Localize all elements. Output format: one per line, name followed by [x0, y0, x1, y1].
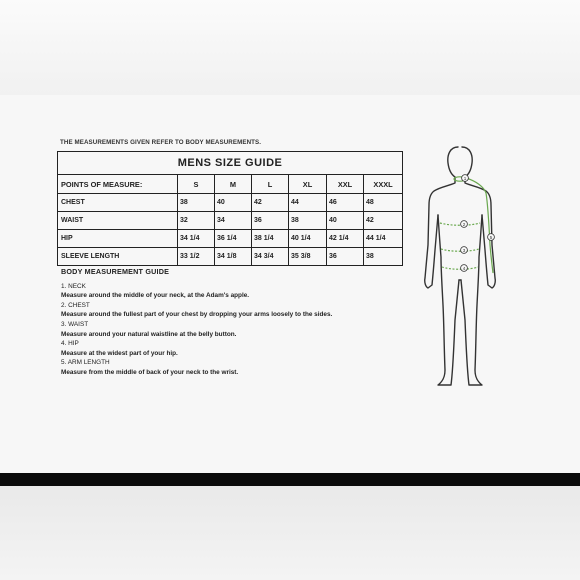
- row-label: CHEST: [58, 194, 178, 212]
- header-label: POINTS OF MEASURE:: [58, 175, 178, 194]
- table-cell: 38: [178, 194, 215, 212]
- table-cell: 34 1/4: [178, 230, 215, 248]
- row-label: HIP: [58, 230, 178, 248]
- marker-label: 4: [462, 266, 466, 271]
- guide-item-heading: 1. NECK: [61, 282, 86, 290]
- guide-item-text: Measure from the middle of back of your neck to the wrist.: [61, 368, 239, 376]
- marker-label: 5: [489, 235, 493, 240]
- guide-item-text: Measure around your natural waistline at the belly button.: [61, 330, 237, 338]
- table-cell: 42 1/4: [327, 230, 364, 248]
- divider-bar: [0, 473, 580, 486]
- top-background: [0, 0, 580, 95]
- table-title-row: [58, 152, 403, 175]
- marker-label: 1: [463, 176, 467, 181]
- table-cell: 38: [289, 212, 327, 230]
- table-cell: 42: [252, 194, 289, 212]
- body-figure-illustration: [420, 145, 510, 395]
- table-cell: 34 3/4: [252, 248, 289, 266]
- table-cell: 34 1/8: [215, 248, 252, 266]
- guide-item-text: Measure around the middle of your neck, at the Adam's apple.: [61, 292, 250, 300]
- table-cell: 38: [364, 248, 403, 266]
- table-row: [58, 230, 403, 248]
- table-cell: 40 1/4: [289, 230, 327, 248]
- table-row: [58, 212, 403, 230]
- size-table: [57, 151, 403, 266]
- guide-item-heading: 5. ARM LENGTH: [61, 359, 110, 367]
- row-label: WAIST: [58, 212, 178, 230]
- table-cell: 36: [327, 248, 364, 266]
- table-cell: 34: [215, 212, 252, 230]
- table-cell: 36: [252, 212, 289, 230]
- table-title: MENS SIZE GUIDE: [58, 152, 403, 175]
- measurement-guide: [61, 267, 351, 378]
- table-cell: 38 1/4: [252, 230, 289, 248]
- size-header: XXL: [327, 175, 364, 194]
- marker-label: 3: [462, 248, 466, 253]
- marker-label: 2: [462, 222, 466, 227]
- size-header: M: [215, 175, 252, 194]
- table-cell: 33 1/2: [178, 248, 215, 266]
- guide-item-heading: 3. WAIST: [61, 320, 89, 328]
- measurement-note: THE MEASUREMENTS GIVEN REFER TO BODY MEASUREMENTS.: [60, 139, 262, 146]
- table-cell: 35 3/8: [289, 248, 327, 266]
- table-cell: 48: [364, 194, 403, 212]
- table-cell: 40: [327, 212, 364, 230]
- row-label: SLEEVE LENGTH: [58, 248, 178, 266]
- table-cell: 40: [215, 194, 252, 212]
- table-cell: 44: [289, 194, 327, 212]
- table-cell: 36 1/4: [215, 230, 252, 248]
- guide-item-text: Measure around the fullest part of your chest by dropping your arms loosely to the sides.: [61, 311, 333, 319]
- size-header: L: [252, 175, 289, 194]
- table-row: [58, 194, 403, 212]
- table-cell: 44 1/4: [364, 230, 403, 248]
- guide-title: BODY MEASUREMENT GUIDE: [61, 267, 170, 276]
- size-header: XXXL: [364, 175, 403, 194]
- table-cell: 46: [327, 194, 364, 212]
- body-outline: [425, 147, 496, 385]
- table-cell: 32: [178, 212, 215, 230]
- guide-item-text: Measure at the widest part of your hip.: [61, 349, 178, 357]
- table-header-row: [58, 175, 403, 194]
- guide-item-heading: 4. HIP: [61, 340, 79, 348]
- size-header: XL: [289, 175, 327, 194]
- bottom-background: [0, 486, 580, 580]
- guide-item-heading: 2. CHEST: [61, 301, 90, 309]
- size-header: S: [178, 175, 215, 194]
- table-cell: 42: [364, 212, 403, 230]
- table-row: [58, 248, 403, 266]
